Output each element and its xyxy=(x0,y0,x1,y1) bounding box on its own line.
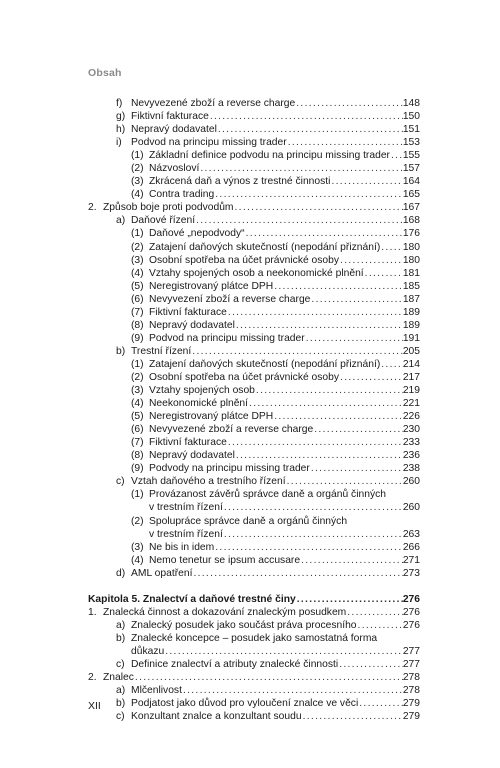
toc-entry-title: Způsob boje proti podvodům xyxy=(103,202,234,214)
toc-entry-title: Definice znalectví a atributy znalecké činnosti xyxy=(131,658,339,670)
toc-entry xyxy=(88,632,420,645)
toc-entry-title: Osobní spotřeba na účet právnické osoby xyxy=(149,254,340,266)
toc-entry-title: v trestním řízení xyxy=(149,502,223,514)
dot-leader xyxy=(214,541,403,554)
dot-leader xyxy=(195,214,403,227)
toc-entry xyxy=(88,136,420,149)
dot-leader xyxy=(305,332,403,345)
dot-leader xyxy=(330,175,402,188)
toc-entry-number: 1. xyxy=(88,606,97,618)
dot-leader xyxy=(227,306,403,319)
toc-entry-number: h) xyxy=(116,124,126,136)
dot-leader xyxy=(134,671,403,684)
toc-entry-number: (3) xyxy=(131,254,144,266)
toc-entry-title: Znalecká činnost a dokazování znaleckým posudkem xyxy=(103,606,347,618)
toc-entry-page: 153 xyxy=(402,137,420,149)
toc-entry-number: a) xyxy=(116,619,126,631)
dot-leader xyxy=(338,658,403,671)
toc-entry-page: 273 xyxy=(402,567,420,579)
toc-entry xyxy=(88,371,420,384)
toc-entry-number: f) xyxy=(116,98,123,109)
toc-entry xyxy=(88,254,420,267)
toc-entry xyxy=(88,697,420,710)
toc-entry-title: v trestním řízení xyxy=(149,528,223,540)
dot-leader xyxy=(390,149,403,162)
toc-entry xyxy=(88,280,420,293)
toc-entry-number: (5) xyxy=(131,280,144,292)
dot-leader xyxy=(248,397,403,410)
toc-entry-page: 238 xyxy=(402,463,420,475)
toc-entry-number: (5) xyxy=(131,411,144,423)
toc-entry xyxy=(88,671,420,684)
toc-entry xyxy=(88,384,420,397)
toc-entry-number: (1) xyxy=(131,358,144,370)
toc-entry-title: AML opatření xyxy=(131,567,193,579)
dot-leader xyxy=(164,645,403,658)
toc-entry-title: Trestní řízení xyxy=(131,345,192,357)
toc-entry-title: Ne bis in idem xyxy=(149,541,215,553)
toc-entry-number: (4) xyxy=(131,267,144,279)
toc-entry-number: a) xyxy=(116,215,126,227)
dot-leader xyxy=(310,293,402,306)
toc-entry-page: 187 xyxy=(402,293,420,305)
toc-entry xyxy=(88,149,420,162)
toc-entry-title: Fiktivní fakturace xyxy=(149,306,227,318)
toc-entry-number: (4) xyxy=(131,398,144,410)
toc-entry xyxy=(88,397,420,410)
dot-leader xyxy=(223,501,403,514)
toc-entry-number: b) xyxy=(116,698,126,710)
toc-entry xyxy=(88,358,420,371)
toc-entry-number: (7) xyxy=(131,437,144,449)
toc-entry xyxy=(88,227,420,240)
dot-leader xyxy=(310,462,403,475)
toc-entry-page: 214 xyxy=(402,358,420,370)
toc-entry-page: 226 xyxy=(402,411,420,423)
toc-entry-number: (1) xyxy=(131,228,144,240)
toc-entry-title: Základní definice podvodu na principu missing trader xyxy=(149,150,390,162)
toc-entry-page: 271 xyxy=(402,554,420,566)
dot-leader xyxy=(245,227,403,240)
toc-entry-page: 164 xyxy=(402,176,420,188)
toc-entry-page: 150 xyxy=(402,111,420,123)
toc-entry-page: 189 xyxy=(402,306,420,318)
toc-entry-page: 236 xyxy=(402,450,420,462)
toc-entry-title: Osobní spotřeba na účet právnické osoby xyxy=(149,371,340,383)
toc-entry-number: (1) xyxy=(131,150,144,162)
dot-leader xyxy=(209,110,403,123)
toc-entry xyxy=(88,541,420,554)
toc-entry xyxy=(88,710,420,723)
dot-leader xyxy=(234,201,403,214)
toc-entry-title: Vztah daňového a trestního řízení xyxy=(131,476,286,488)
toc-entry xyxy=(88,214,420,227)
dot-leader xyxy=(286,475,403,488)
toc-entry-title: Nepravý dodavatel xyxy=(149,319,235,331)
toc-entry-number: (2) xyxy=(131,371,144,383)
dot-leader xyxy=(255,384,403,397)
toc-entry-page: 180 xyxy=(402,241,420,253)
toc-entry-title: Zatajení daňových skutečností (nepodání přiznání) xyxy=(149,241,381,253)
toc-entry-number: d) xyxy=(116,567,126,579)
toc-entry-number: 2. xyxy=(88,672,97,684)
toc-entry-number: (8) xyxy=(131,319,144,331)
dot-leader xyxy=(235,319,403,332)
toc-entry-title: Spolupráce správce daně a orgánů činných xyxy=(149,515,348,527)
toc-entry-page: 165 xyxy=(402,189,420,201)
toc-entry-number: (2) xyxy=(131,515,144,527)
toc-entry-title: Nevyvezené zboží a reverse charge xyxy=(149,424,314,436)
toc-entry-title: důkazu xyxy=(131,645,165,657)
toc-entry-number: (6) xyxy=(131,293,144,305)
dot-leader xyxy=(217,123,403,136)
toc-entry-number: i) xyxy=(116,137,122,149)
dot-leader xyxy=(182,684,403,697)
toc-entry xyxy=(88,658,420,671)
dot-leader xyxy=(364,267,403,280)
toc-entry xyxy=(88,306,420,319)
toc-entry-title: Vztahy spojených osob a neekonomické plnění xyxy=(149,267,364,279)
toc-entry-number: c) xyxy=(116,476,125,488)
toc-entry xyxy=(88,501,420,514)
toc-entry-number: a) xyxy=(116,685,126,697)
toc-entry xyxy=(88,97,420,110)
toc-entry-page: 151 xyxy=(402,124,420,136)
toc-entry-page: 191 xyxy=(402,332,420,344)
toc-entry xyxy=(88,684,420,697)
toc-entry-number: (2) xyxy=(131,241,144,253)
toc-entry-title: Názvosloví xyxy=(149,163,200,175)
toc-entry-title: Nepravý dodavatel xyxy=(149,450,235,462)
toc-entry-title: Podjatost jako důvod pro vyloučení znalce ve věci xyxy=(131,698,359,710)
toc-entry-number: c) xyxy=(116,658,125,670)
toc-entry-page: 260 xyxy=(402,476,420,488)
toc-entry-title: Znalecké koncepce – posudek jako samostatná forma xyxy=(131,632,378,644)
dot-leader xyxy=(302,710,403,723)
toc-entry xyxy=(88,606,420,619)
dot-leader xyxy=(223,528,403,541)
toc-entry-title: Mlčenlivost xyxy=(131,685,182,697)
toc-entry-page: 168 xyxy=(402,215,420,227)
toc-entry-number: (6) xyxy=(131,424,144,436)
table-of-contents xyxy=(88,97,420,723)
toc-entry xyxy=(88,593,420,606)
toc-entry xyxy=(88,123,420,136)
dot-leader xyxy=(296,593,403,606)
toc-entry-title: Nevyvezené zboží a reverse charge xyxy=(131,98,296,109)
toc-entry-page: 157 xyxy=(402,163,420,175)
toc-entry-title: Daňové řízení xyxy=(131,215,196,227)
toc-entry-page: 279 xyxy=(402,711,420,723)
toc-entry-title: Neregistrovaný plátce DPH xyxy=(149,280,274,292)
toc-entry-title: Podvod na principu missing trader xyxy=(131,137,287,149)
toc-entry-page: 266 xyxy=(402,541,420,553)
toc-entry-page: 277 xyxy=(402,645,420,657)
toc-entry xyxy=(88,332,420,345)
dot-leader xyxy=(357,619,403,632)
toc-entry-page: 155 xyxy=(402,150,420,162)
toc-entry-number: 2. xyxy=(88,202,97,214)
toc-entry-title: Zkrácená daň a výnos z trestné činnosti xyxy=(149,176,331,188)
toc-entry-page: 263 xyxy=(402,528,420,540)
toc-entry-title: Zatajení daňových skutečností (nepodání přiznání) xyxy=(149,358,381,370)
toc-entry-page: 278 xyxy=(402,685,420,697)
toc-entry-page: 181 xyxy=(402,267,420,279)
toc-entry-page: 260 xyxy=(402,502,420,514)
toc-entry xyxy=(88,515,420,528)
toc-entry xyxy=(88,110,420,123)
dot-leader xyxy=(214,188,403,201)
toc-entry-title: Neekonomické plnění xyxy=(149,398,249,410)
toc-entry xyxy=(88,449,420,462)
toc-entry-page: 205 xyxy=(402,345,420,357)
toc-entry-page: 276 xyxy=(402,619,420,631)
toc-entry-page: 276 xyxy=(402,606,420,618)
dot-leader xyxy=(346,606,403,619)
toc-entry-page: 221 xyxy=(402,398,420,410)
dot-leader xyxy=(380,241,403,254)
toc-entry xyxy=(88,267,420,280)
toc-entry xyxy=(88,345,420,358)
toc-entry xyxy=(88,162,420,175)
running-header: Obsah xyxy=(88,67,122,79)
toc-entry-number: b) xyxy=(116,632,126,644)
toc-entry-page: 278 xyxy=(402,672,420,684)
toc-entry-title: Znalec xyxy=(103,672,134,684)
dot-leader xyxy=(339,254,403,267)
toc-entry xyxy=(88,293,420,306)
toc-entry-title: Konzultant znalce a konzultant soudu xyxy=(131,711,302,723)
toc-entry-title: Provázanost závěrů správce daně a orgánů činných xyxy=(149,489,386,501)
toc-entry-title: Znalecký posudek jako součást práva procesního xyxy=(131,619,357,631)
toc-entry-title: Nepravý dodavatel xyxy=(131,124,217,136)
page-number: XII xyxy=(88,700,101,712)
toc-entry xyxy=(88,554,420,567)
toc-entry-page: 176 xyxy=(402,228,420,240)
toc-entry-number: (3) xyxy=(131,176,144,188)
toc-entry-title: Daňové „nepodvody“ xyxy=(149,228,245,240)
toc-entry-page: 180 xyxy=(402,254,420,266)
dot-leader xyxy=(199,162,402,175)
toc-entry xyxy=(88,475,420,488)
toc-entry-page: 189 xyxy=(402,319,420,331)
toc-entry-page: 185 xyxy=(402,280,420,292)
dot-leader xyxy=(358,697,403,710)
toc-entry-page: 219 xyxy=(402,385,420,397)
dot-leader xyxy=(380,358,403,371)
toc-entry-page: 217 xyxy=(402,371,420,383)
dot-leader xyxy=(192,567,402,580)
toc-entry xyxy=(88,423,420,436)
toc-entry-number: (7) xyxy=(131,306,144,318)
toc-entry xyxy=(88,488,420,501)
dot-leader xyxy=(191,345,403,358)
dot-leader xyxy=(235,449,403,462)
toc-entry-number: c) xyxy=(116,711,125,723)
toc-entry-number: (3) xyxy=(131,385,144,397)
toc-entry-page: 230 xyxy=(402,424,420,436)
toc-entry xyxy=(88,645,420,658)
toc-entry xyxy=(88,436,420,449)
toc-entry-title: Nemo tenetur se ipsum accusare xyxy=(149,554,301,566)
toc-entry xyxy=(88,619,420,632)
toc-entry-page: 276 xyxy=(402,593,420,605)
toc-entry-number: (4) xyxy=(131,189,144,201)
toc-entry-title: Contra trading xyxy=(149,189,215,201)
toc-entry-number: b) xyxy=(116,345,126,357)
toc-entry xyxy=(88,201,420,214)
dot-leader xyxy=(287,136,403,149)
toc-entry xyxy=(88,241,420,254)
toc-entry-title: Fiktivní fakturace xyxy=(131,111,209,123)
toc-entry-number: (8) xyxy=(131,450,144,462)
dot-leader xyxy=(295,97,403,110)
toc-entry xyxy=(88,567,420,580)
dot-leader xyxy=(273,280,403,293)
toc-entry-number: (4) xyxy=(131,554,144,566)
dot-leader xyxy=(227,436,403,449)
toc-entry-page: 148 xyxy=(402,98,420,109)
toc-entry-title: Nevyvezení zboží a reverse charge xyxy=(149,293,311,305)
toc-entry-number: (9) xyxy=(131,332,144,344)
toc-entry-title: Fiktivní fakturace xyxy=(149,437,227,449)
toc-entry-number: (3) xyxy=(131,541,144,553)
toc-entry xyxy=(88,410,420,423)
dot-leader xyxy=(273,410,403,423)
toc-entry-page: 279 xyxy=(402,698,420,710)
toc-entry-number: (1) xyxy=(131,489,144,501)
toc-entry-title: Podvody na principu missing trader xyxy=(149,463,310,475)
toc-entry xyxy=(88,175,420,188)
dot-leader xyxy=(300,554,403,567)
toc-entry xyxy=(88,188,420,201)
toc-entry-title: Podvod na principu missing trader xyxy=(149,332,305,344)
dot-leader xyxy=(339,371,403,384)
toc-entry-number: g) xyxy=(116,111,126,123)
toc-entry-title: Neregistrovaný plátce DPH xyxy=(149,411,274,423)
toc-entry-page: 167 xyxy=(402,202,420,214)
toc-entry-page: 277 xyxy=(402,658,420,670)
dot-leader xyxy=(313,423,403,436)
toc-entry-number: (9) xyxy=(131,463,144,475)
toc-entry-title: Vztahy spojených osob xyxy=(149,385,255,397)
toc-entry-number: (2) xyxy=(131,163,144,175)
toc-entry xyxy=(88,528,420,541)
toc-entry xyxy=(88,319,420,332)
toc-entry-page: 233 xyxy=(402,437,420,449)
toc-entry-title: Kapitola 5. Znalectví a daňové trestné činy xyxy=(88,593,296,605)
toc-entry xyxy=(88,462,420,475)
